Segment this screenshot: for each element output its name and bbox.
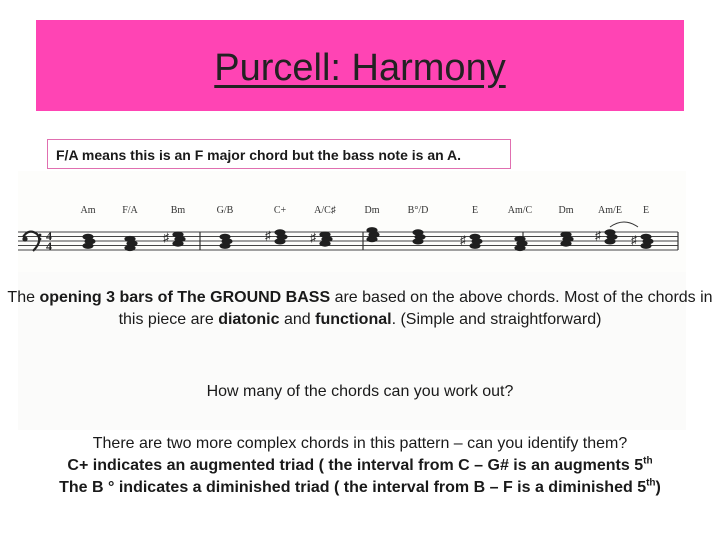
chord-label: E — [471, 205, 479, 216]
staff-lines — [18, 232, 678, 250]
para1-bold-functional: functional — [315, 311, 392, 328]
chord-label: A/C♯ — [314, 205, 336, 216]
chord-label: B°/D — [407, 205, 429, 216]
complex-chords-paragraph — [0, 433, 720, 499]
chord-note-box: F/A means this is an F major chord but the bass note is an A. — [47, 139, 511, 169]
chord-label: G/B — [216, 205, 234, 216]
note-head — [366, 227, 377, 233]
augmented-text: C+ indicates an augmented triad ( the interval from C – G# is an augments 5 — [67, 457, 644, 474]
para1-bold-diatonic: diatonic — [218, 311, 280, 328]
note-head — [560, 232, 571, 238]
question-text: How many of the chords can you work out? — [206, 383, 514, 400]
chord-notehead-stack — [163, 231, 186, 247]
para1-text-2: are based on the above chords. Most of the chords in this piece are — [118, 289, 713, 328]
note-head — [219, 234, 230, 240]
chord-notes — [82, 227, 653, 251]
chord-notehead-stack — [310, 231, 333, 247]
chord-notehead-stack — [366, 227, 379, 242]
para1-text-1: The — [7, 289, 40, 306]
note-head — [412, 229, 423, 235]
music-score — [18, 171, 686, 272]
time-signature — [46, 229, 52, 253]
chord-label: C+ — [273, 205, 287, 216]
chord-notehead-stack — [560, 232, 573, 247]
diminished-text: The B ° indicates a diminished triad ( the interval from B – F is a diminished 5 — [59, 479, 647, 496]
chord-notehead-stack — [124, 236, 137, 251]
note-head — [172, 232, 183, 238]
note-head — [640, 234, 651, 240]
slide-title: Purcell: Harmony — [214, 47, 506, 89]
note-head — [319, 232, 330, 238]
chord-notehead-stack — [514, 236, 527, 251]
chord-label: Am/E — [598, 205, 622, 216]
sharp-icon: ♯ — [631, 232, 637, 247]
note-head — [469, 234, 480, 240]
augmented-sup: th — [643, 455, 653, 467]
chord-label: Dm — [364, 205, 380, 216]
chord-label: Am — [80, 205, 96, 216]
title-banner — [36, 20, 684, 111]
chord-label: Am/C — [507, 205, 533, 216]
sharp-icon: ♯ — [265, 228, 271, 243]
time-signature-top: 4 — [46, 229, 52, 243]
sharp-icon: ♯ — [163, 230, 169, 245]
tie-arc — [610, 222, 638, 227]
diminished-line — [0, 477, 720, 499]
chord-label: Dm — [558, 205, 574, 216]
chord-labels — [81, 205, 650, 216]
complex-chords-line: There are two more complex chords in this pattern – can you identify them? — [92, 435, 628, 452]
para1-text-4: . (Simple and straightforward) — [391, 311, 602, 328]
augmented-line — [0, 455, 720, 477]
para1-bold-ground-bass: opening 3 bars of The GROUND BASS — [39, 289, 331, 306]
note-head — [514, 236, 525, 242]
chord-label: F/A — [122, 205, 138, 216]
opening-paragraph — [0, 287, 720, 331]
note-head — [82, 234, 93, 240]
diminished-end: ) — [655, 479, 661, 496]
chord-label: E — [642, 205, 650, 216]
diminished-sup: th — [646, 477, 656, 489]
note-head — [274, 229, 285, 235]
sharp-icon: ♯ — [595, 228, 601, 243]
para1-text-3: and — [279, 311, 316, 328]
note-head — [124, 236, 135, 242]
note-head — [604, 229, 615, 235]
time-signature-bottom: 4 — [46, 239, 52, 253]
sharp-icon: ♯ — [310, 230, 316, 245]
chord-label: Bm — [170, 205, 186, 216]
staff-svg — [18, 171, 686, 272]
sharp-icon: ♯ — [460, 232, 466, 247]
